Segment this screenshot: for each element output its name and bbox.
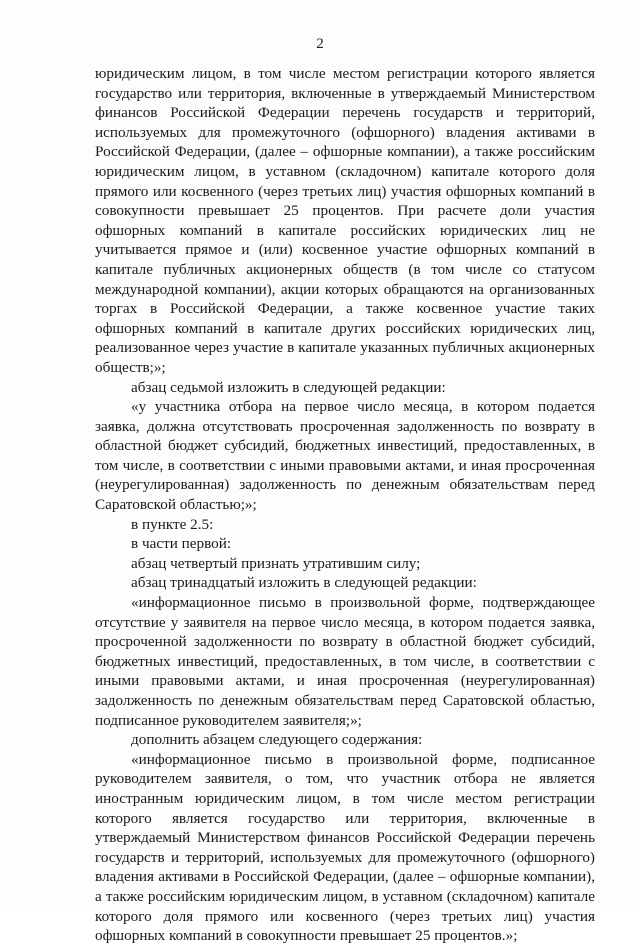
paragraph-clause-2-5: в пункте 2.5: <box>131 515 214 533</box>
paragraph-fourth-void: абзац четвертый признать утратившим силу; <box>131 554 421 572</box>
paragraph-debt-requirement: «у участника отбора на первое число месяца, в котором подается заявка, должна отсутствовать просроченная задолженность по возврату в областной бюджет субсидий, бюджетных инвестиций, предоставленных, в том числе, в соответствии с иными правовыми актами, и иная просроченная (неурегулированная) задолженность по денежным обязательствам перед Саратовской областью;»; <box>95 398 595 514</box>
paragraph-info-letter-offshore: «информационное письмо в произвольной форме, подписанное руководителем заявителя, о том, что участник отбора не является иностранным юридическим лицом, в том числе местом регистрации которого является государство или территория, включенные в утверждаемый Министерством финансов Российской Федерации перечень государств и территорий, используемых для промежуточного (офшорного) владения активами в Российской Федерации, (далее – офшорные компании), а также российским юридическим лицом, в уставном (складочном) капитале которого доля прямого или косвенного (через третьих лиц) участия офшорных компаний в совокупности превышает 25 процентов.»; <box>95 750 595 945</box>
paragraph-amend-seventh: абзац седьмой изложить в следующей редакции: <box>131 378 446 396</box>
paragraph-part-one: в части первой: <box>131 535 232 553</box>
paragraph-offshore-definition: юридическим лицом, в том числе местом регистрации которого является государство или территория, включенные в утверждаемый Министерством финансов Российской Федерации перечень государств и территорий, используемых для промежуточного (офшорного) владения активами в Российской Федерации, (далее – офшорные компании), а также российским юридическим лицом, в уставном (складочном) капитале которого доля прямого или косвенного (через третьих лиц) участия офшорных компаний в совокупности превышает 25 процентов. При расчете доли участия офшорных компаний в капитале российских юридических лиц не учитывается прямое и (или) косвенное участие офшорных компаний в капитале публичных акционерных обществ (в том числе со статусом международной компании), акции которых обращаются на организованных торгах в Российской Федерации, а также косвенное участие таких офшорных компаний в капитале других российских юридических лиц, реализованное через участие в капитале указанных публичных акционерных обществ;»; <box>95 65 595 376</box>
paragraph-amend-thirteenth: абзац тринадцатый изложить в следующей редакции: <box>131 574 477 592</box>
page-number: 2 <box>316 36 324 52</box>
paragraph-info-letter-debt: «информационное письмо в произвольной форме, подтверждающее отсутствие у заявителя на первое число месяца, в котором подается заявка, просроченной задолженности по возврату в областной бюджет субсидий, бюджетных инвестиций, предоставленных, в том числе, в соответствии с иными правовыми актами, и иная просроченная (неурегулированная) задолженность по денежным обязательствам перед Саратовской областью, подписанное руководителем заявителя;»; <box>95 594 595 729</box>
document-body <box>95 64 595 946</box>
paragraph-add-content: дополнить абзацем следующего содержания: <box>131 731 423 749</box>
